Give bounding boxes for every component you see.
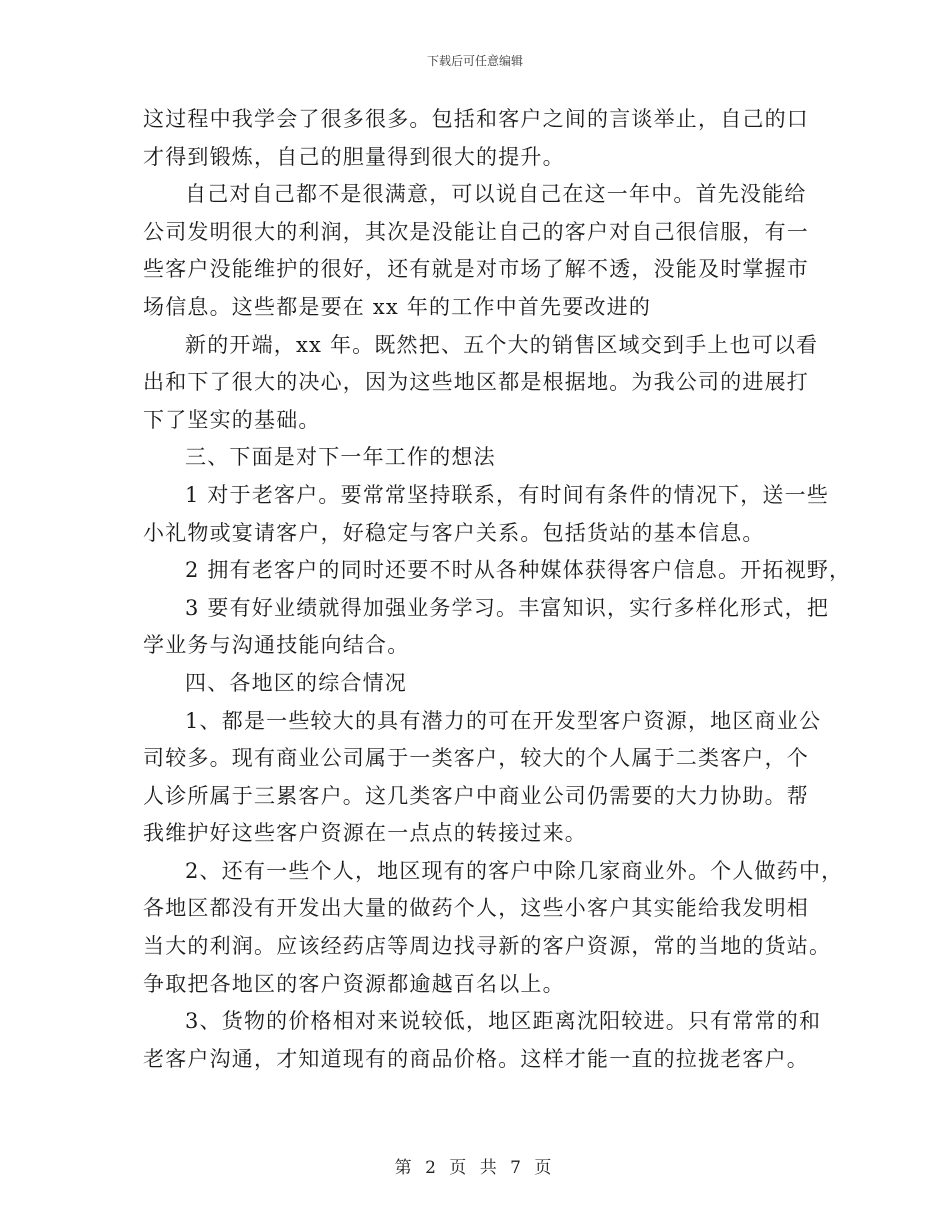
text-line: 出和下了很大的决心，因为这些地区都是根据地。为我公司的进展打 bbox=[143, 370, 809, 395]
text-line: 当大的利润。应该经药店等周边找寻新的客户资源，常的当地的货站。 bbox=[143, 934, 832, 959]
text-line: 人诊所属于三累客户。这几类客户中商业公司仍需要的大力协助。帮 bbox=[143, 783, 809, 808]
text-line: 下了坚实的基础。 bbox=[143, 407, 321, 432]
text-line: 小礼物或宴请客户，好稳定与客户关系。包括货站的基本信息。 bbox=[143, 520, 765, 545]
text-line: 1 对于老客户。要常常坚持联系，有时间有条件的情况下，送一些 bbox=[185, 482, 830, 507]
text-line: 2、还有一些个人，地区现有的客户中除几家商业外。个人做药中， bbox=[185, 858, 844, 883]
text-line: 才得到锻炼，自己的胆量得到很大的提升。 bbox=[143, 144, 565, 169]
text-line: 自己对自己都不是很满意，可以说自己在这一年中。首先没能给 bbox=[185, 182, 807, 207]
text-line: 公司发明很大的利润，其次是没能让自己的客户对自己很信服，有一 bbox=[143, 219, 809, 244]
text-line: 些客户没能维护的很好，还有就是对市场了解不透，没能及时掌握市 bbox=[143, 257, 809, 282]
text-line: 3、货物的价格相对来说较低，地区距离沈阳较进。只有常常的和 bbox=[185, 1009, 822, 1034]
page-header: 下载后可任意编辑 bbox=[426, 54, 523, 68]
text-line: 2 拥有老客户的同时还要不时从各种媒体获得客户信息。开拓视野， bbox=[185, 558, 852, 583]
text-line: 新的开端，xx 年。既然把、五个大的销售区域交到手上也可以看 bbox=[185, 332, 819, 357]
text-line: 这过程中我学会了很多很多。包括和客户之间的言谈举止，自己的口 bbox=[143, 107, 809, 131]
text-line: 争取把各地区的客户资源都逾越百名以上。 bbox=[143, 971, 565, 996]
text-line: 司较多。现有商业公司属于一类客户，较大的个人属于二类客户，个 bbox=[143, 746, 809, 771]
body-text bbox=[143, 101, 852, 1078]
section-heading: 四、各地区的综合情况 bbox=[185, 670, 407, 695]
text-line: 学业务与沟通技能向结合。 bbox=[143, 633, 410, 658]
text-line: 老客户沟通，才知道现有的商品价格。这样才能一直的拉拢老客户。 bbox=[143, 1046, 809, 1071]
text-line: 我维护好这些客户资源在一点点的转接过来。 bbox=[143, 821, 587, 846]
section-heading: 三、下面是对下一年工作的想法 bbox=[185, 445, 496, 470]
text-line: 各地区都没有开发出大量的做药个人，这些小客户其实能给我发明相 bbox=[143, 896, 809, 921]
page-number: 第 2 页 共 7 页 bbox=[394, 1158, 556, 1178]
text-line: 1、都是一些较大的具有潜力的可在开发型客户资源，地区商业公 bbox=[185, 708, 822, 733]
text-line: 场信息。这些都是要在 xx 年的工作中首先要改进的 bbox=[143, 294, 652, 319]
text-line: 3 要有好业绩就得加强业务学习。丰富知识，实行多样化形式，把 bbox=[185, 595, 830, 620]
